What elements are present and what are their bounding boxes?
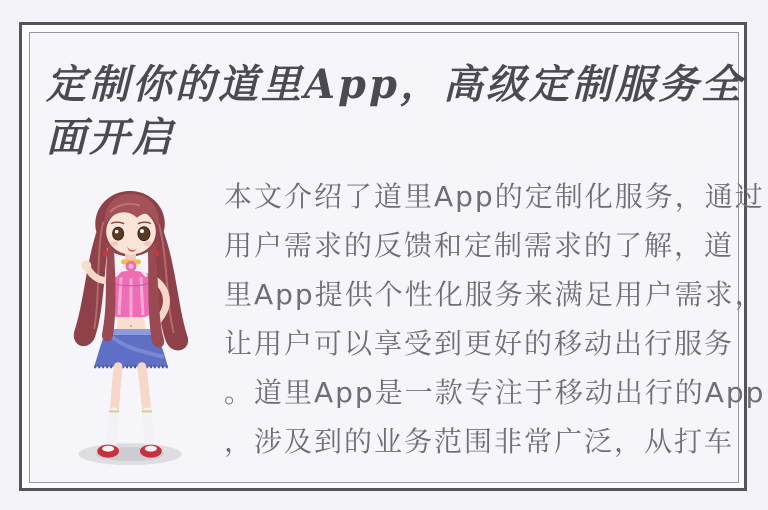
legs <box>114 367 147 415</box>
body-line-6: ，涉及到的业务范围非常广泛，从打车 <box>224 425 735 458</box>
body-line-2: 用户需求的反馈和定制需求的了解，道 <box>224 229 735 262</box>
knee-socks <box>109 411 152 443</box>
chibi-girl-svg <box>58 182 208 470</box>
body-line-3: 里App提供个性化服务来满足用户需求， <box>224 278 765 311</box>
article-body <box>224 172 766 466</box>
body-line-5: 。道里App是一款专注于移动出行的App <box>224 376 766 409</box>
midriff <box>116 317 146 331</box>
article-title: 定制你的道里App，高级定制服务全面开启 <box>46 61 744 161</box>
body-line-4: 让用户可以享受到更好的移动出行服务 <box>224 327 735 360</box>
body-line-1: 本文介绍了道里App的定制化服务，通过 <box>224 180 765 213</box>
chibi-girl-illustration <box>58 182 208 470</box>
